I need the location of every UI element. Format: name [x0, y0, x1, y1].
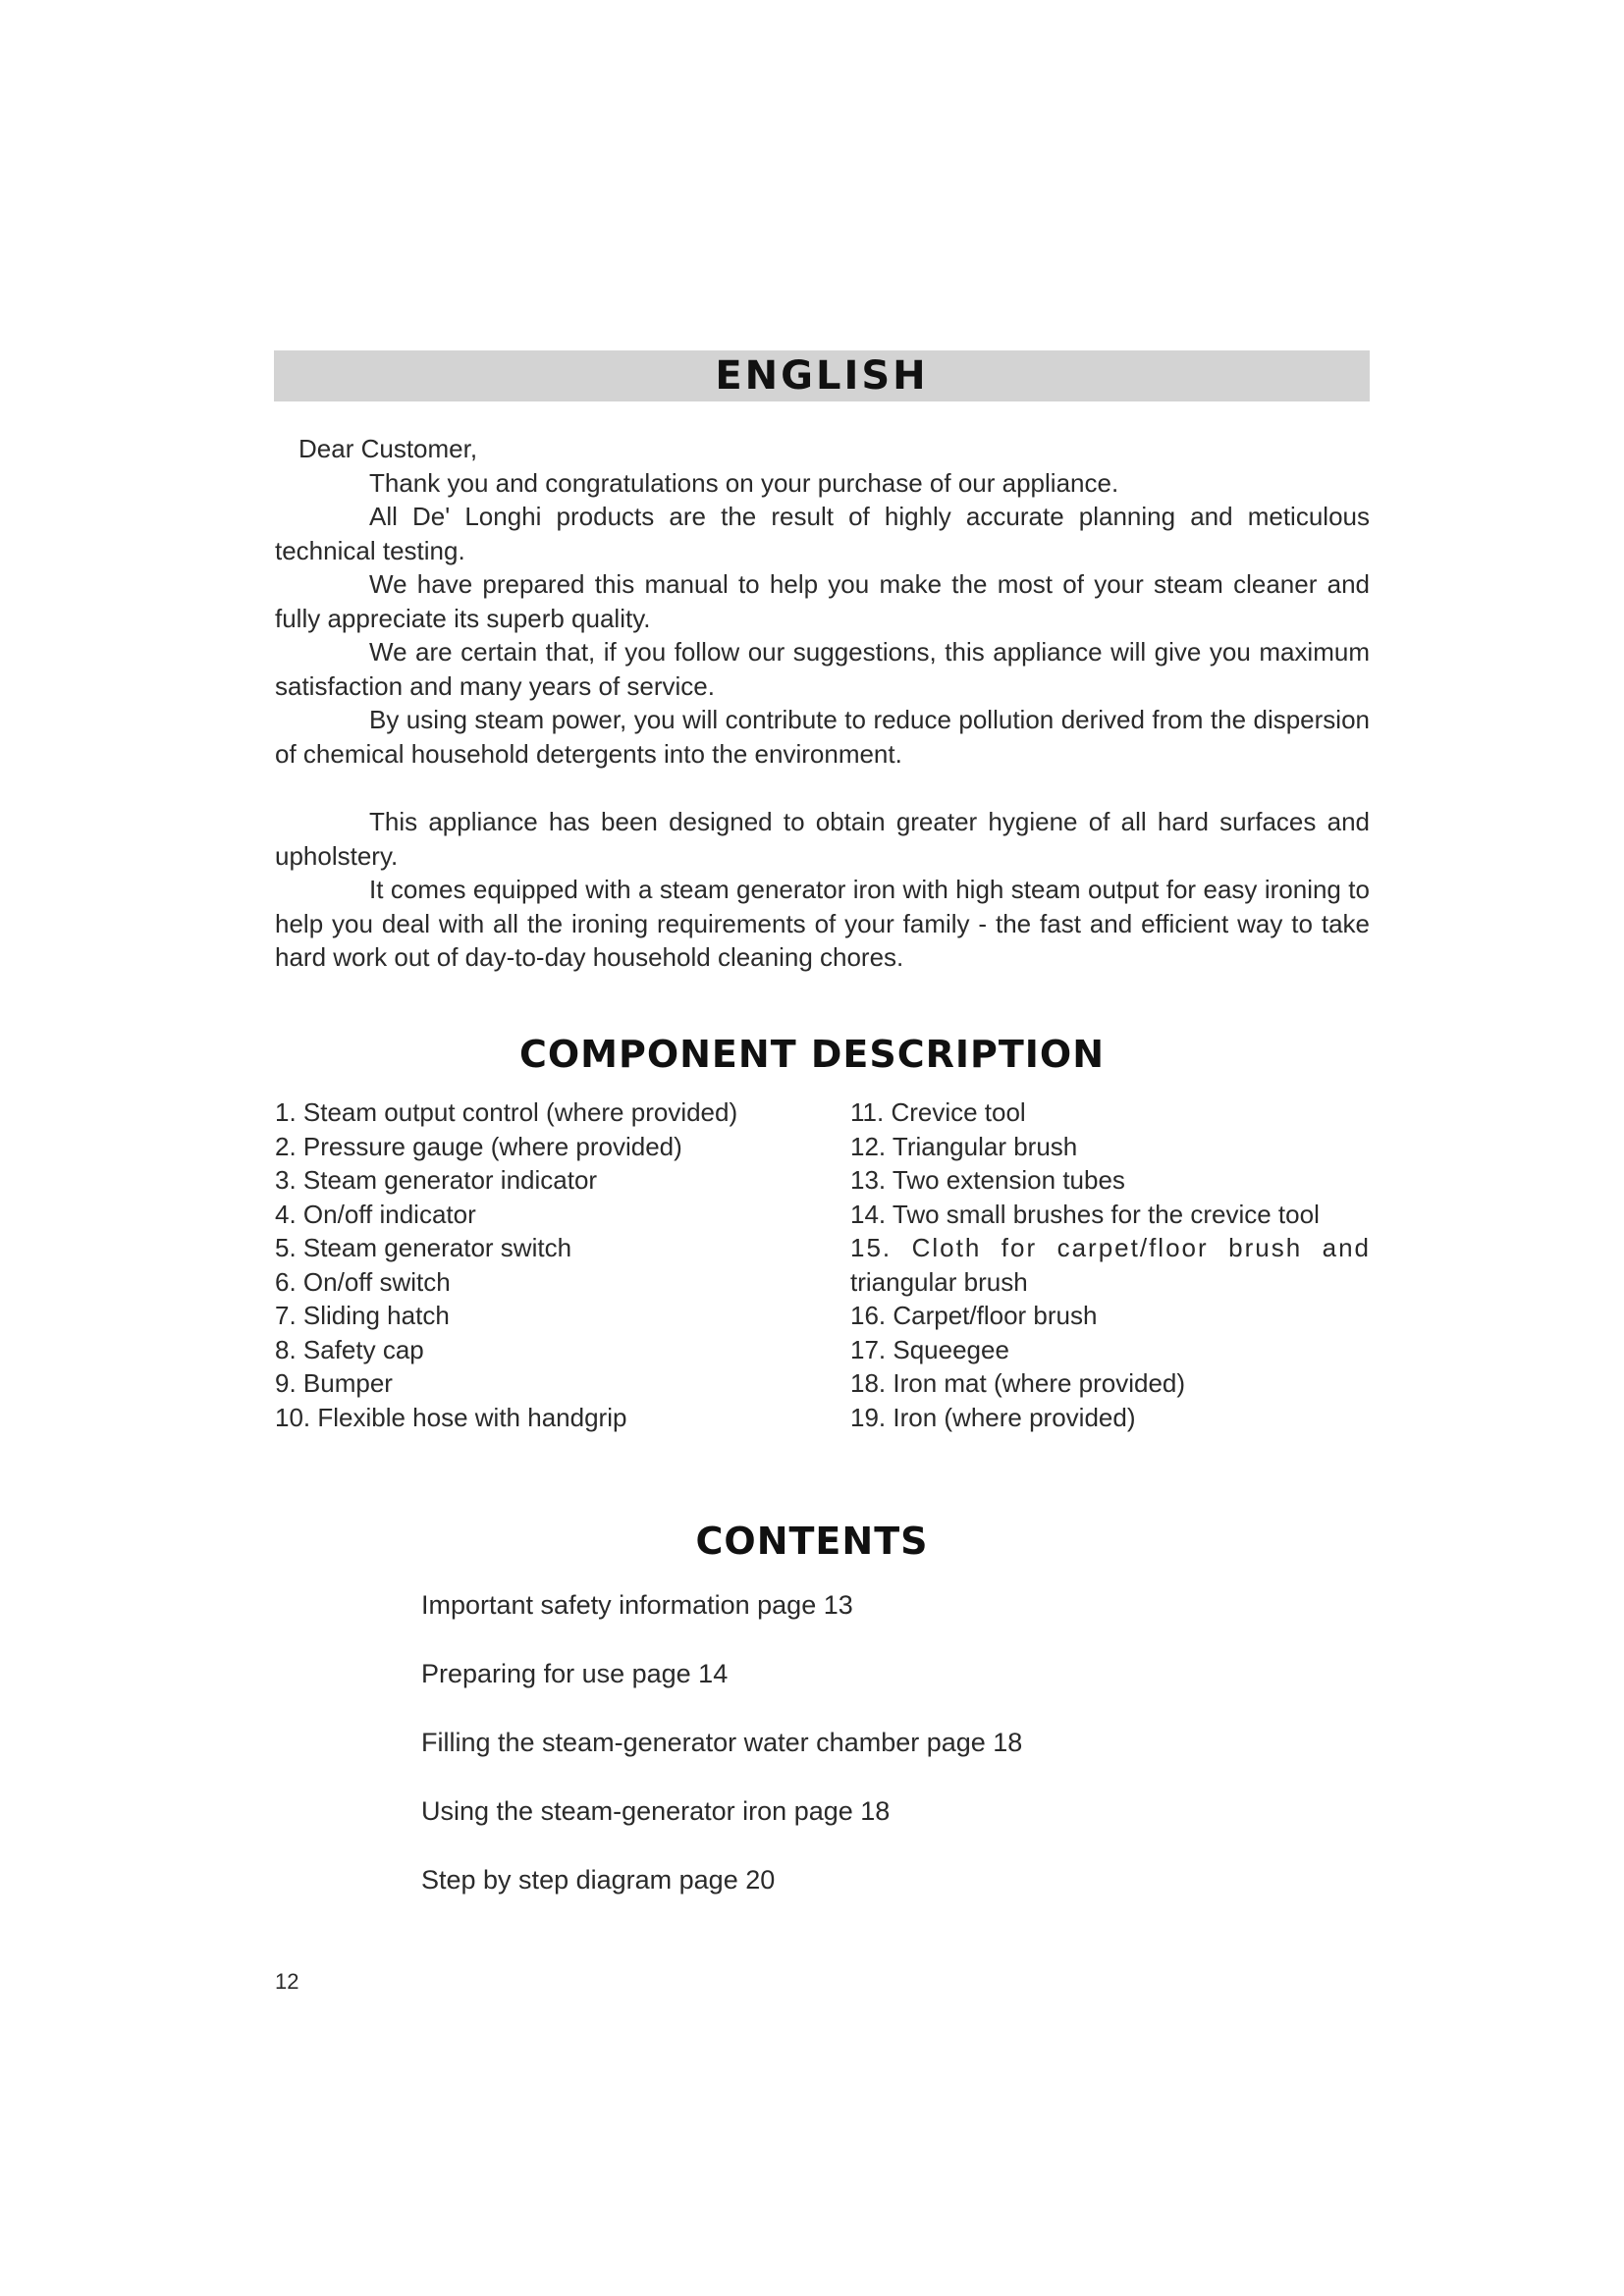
intro-paragraph-2: All De' Longhi products are the result of highly accurate planning and meticulous technical testing. — [275, 502, 1370, 565]
component-item: 2. Pressure gauge (where provided) — [275, 1131, 682, 1161]
contents-entry: Preparing for use page 14 — [421, 1659, 729, 1688]
component-item-continuation: triangular brush — [850, 1266, 1028, 1297]
intro-paragraph-5: By using steam power, you will contribute to reduce pollution derived from the dispersion of chemical household detergents into the environment. — [275, 705, 1370, 769]
component-list-right — [850, 1095, 1371, 1434]
intro-paragraph-1: Thank you and congratulations on your purchase of our appliance. — [369, 467, 1119, 498]
component-item: 16. Carpet/floor brush — [850, 1301, 1098, 1330]
component-item: 6. On/off switch — [275, 1266, 451, 1297]
intro-paragraph-4: We are certain that, if you follow our suggestions, this appliance will give you maximum satisfaction and many years of service. — [275, 637, 1370, 701]
component-item: 18. Iron mat (where provided) — [850, 1368, 1186, 1398]
component-item: 12. Triangular brush — [850, 1131, 1078, 1161]
language-heading: ENGLISH — [715, 353, 929, 399]
greeting: Dear Customer, — [298, 434, 478, 463]
contents-entry: Filling the steam-generator water chamber page 18 — [421, 1728, 1023, 1757]
contents-entry: Using the steam-generator iron page 18 — [421, 1796, 891, 1826]
component-item: 1. Steam output control (where provided) — [275, 1097, 738, 1127]
contents-heading: CONTENTS — [695, 1520, 929, 1563]
component-item: 9. Bumper — [275, 1368, 393, 1398]
component-description-heading: COMPONENT DESCRIPTION — [518, 1033, 1106, 1076]
component-item: 10. Flexible hose with handgrip — [275, 1402, 627, 1432]
intro-paragraph-6: This appliance has been designed to obtain greater hygiene of all hard surfaces and upholstery. — [275, 807, 1370, 871]
component-item: 17. Squeegee — [850, 1334, 1009, 1364]
component-item: 8. Safety cap — [275, 1334, 424, 1364]
component-item: 11. Crevice tool — [850, 1097, 1026, 1127]
intro-text — [275, 432, 1370, 975]
page-number: 12 — [275, 1969, 299, 1994]
intro-paragraph-7: It comes equipped with a steam generator iron with high steam output for easy ironing to help you deal with all the ironing requirements of your family - the fast and efficient way to take hard work out of day-to-day household cleaning chores. — [275, 875, 1370, 972]
contents-list — [421, 1588, 1022, 1932]
intro-paragraph-3: We have prepared this manual to help you make the most of your steam cleaner and fully appreciate its superb quality. — [275, 569, 1370, 633]
component-item: 14. Two small brushes for the crevice tool — [850, 1199, 1320, 1229]
component-item: 5. Steam generator switch — [275, 1233, 572, 1262]
contents-entry: Important safety information page 13 — [421, 1590, 853, 1620]
component-item: 3. Steam generator indicator — [275, 1165, 598, 1195]
language-header-bar — [274, 350, 1370, 401]
component-item: 19. Iron (where provided) — [850, 1402, 1136, 1432]
component-item: 7. Sliding hatch — [275, 1301, 450, 1330]
component-list-left — [275, 1095, 825, 1434]
component-item: 15. Cloth for carpet/floor brush and — [850, 1233, 1371, 1262]
component-item: 13. Two extension tubes — [850, 1165, 1125, 1195]
component-item: 4. On/off indicator — [275, 1199, 476, 1229]
contents-entry: Step by step diagram page 20 — [421, 1865, 776, 1895]
